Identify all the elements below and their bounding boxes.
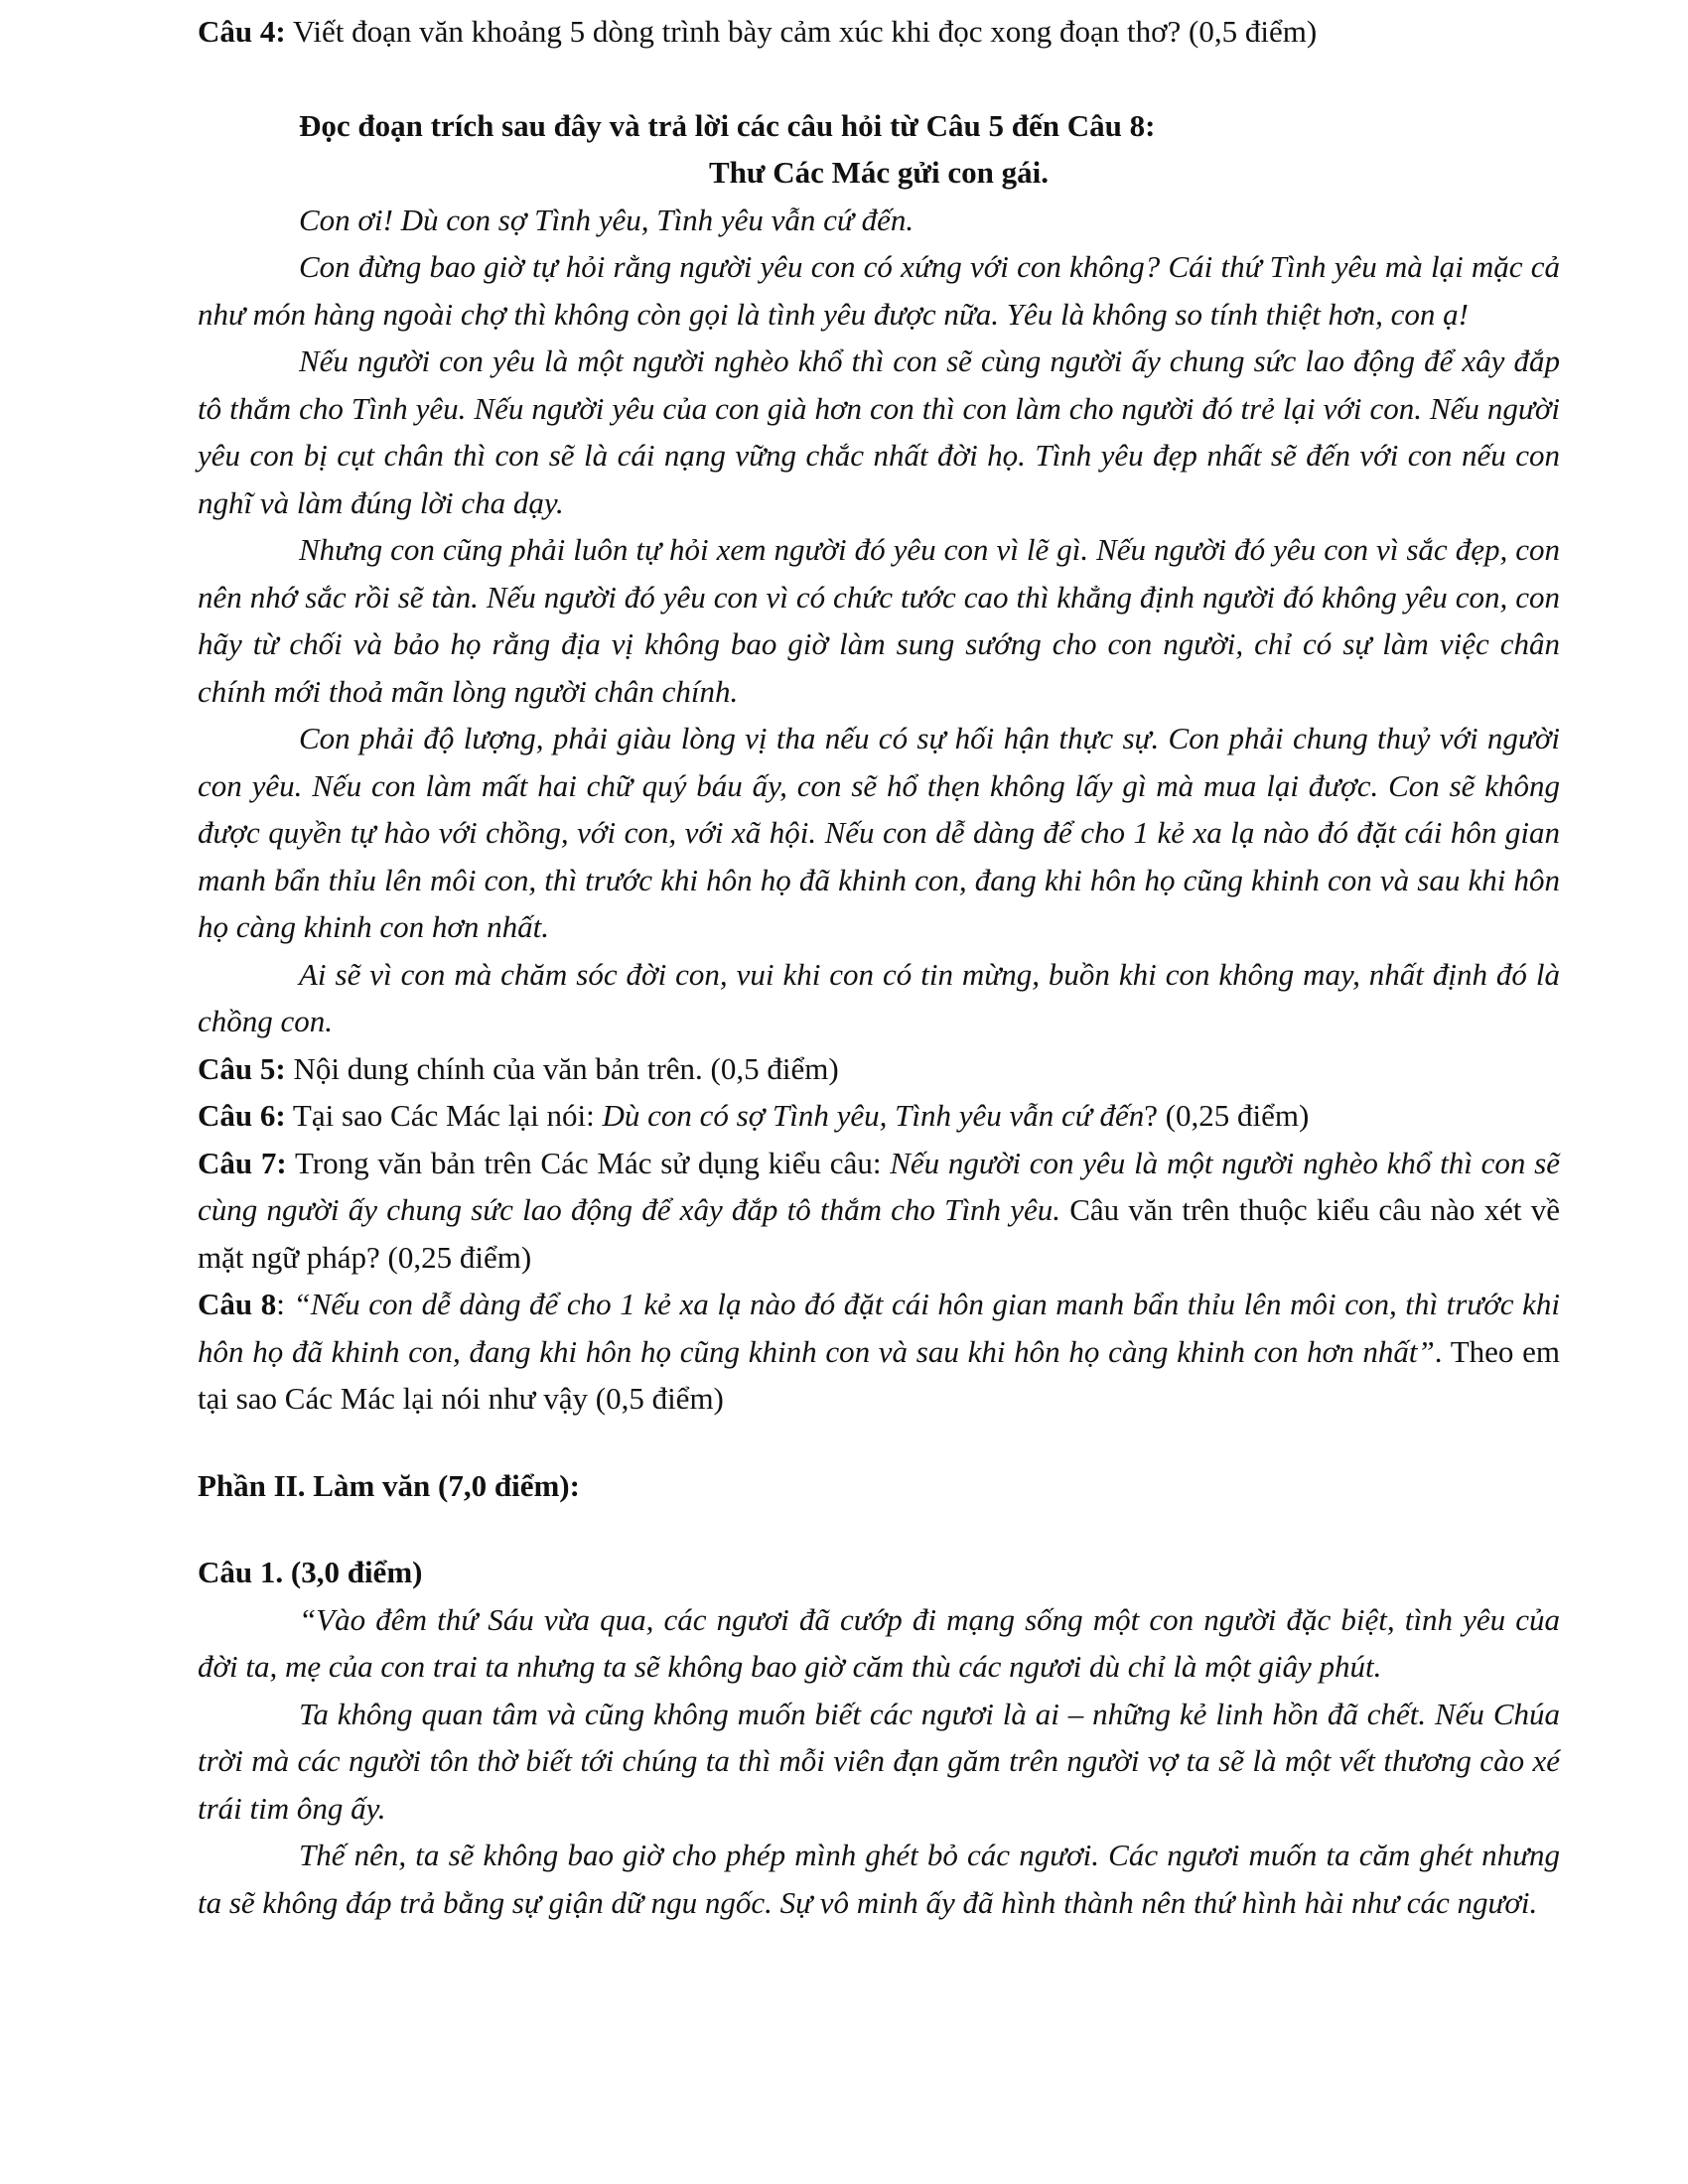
question-label: Câu 7: — [198, 1145, 287, 1180]
question-quote: “Nếu con dễ dàng để cho 1 kẻ xa lạ nào đó đặt cái hôn gian manh bẩn thỉu lên môi con, thì trước khi hôn họ đã khinh con, đang khi hôn họ cũng khinh con và sau khi hôn họ càng khinh con hơn nhất” — [198, 1287, 1560, 1369]
page-content — [198, 8, 1560, 1926]
essay-prompt-paragraph: Ta không quan tâm và cũng không muốn biết các ngươi là ai – những kẻ linh hồn đã chết. Nếu Chúa trời mà các người tôn thờ biết tới chúng ta thì mỗi viên đạn găm trên người vợ ta sẽ là một vết thương cào xé trái tim ông ấy. — [198, 1696, 1560, 1826]
question-8 — [198, 1281, 1560, 1423]
question-text: Nội dung chính của văn bản trên. (0,5 điểm) — [285, 1050, 839, 1086]
passage-paragraph: Con phải độ lượng, phải giàu lòng vị tha nếu có sự hối hận thực sự. Con phải chung thuỷ với người con yêu. Nếu con làm mất hai chữ quý báu ấy, con sẽ hổ thẹn không lấy gì mà mua lại được. Con sẽ không được quyền tự hào với chồng, với con, với xã hội. Nếu con dễ dàng để cho 1 kẻ xa lạ nào đó đặt cái hôn gian manh bẩn thỉu lên môi con, thì trước khi hôn họ đã khinh con, đang khi hôn họ cũng khinh con và sau khi hôn họ càng khinh con hơn nhất. — [198, 721, 1560, 944]
question-text: Viết đoạn văn khoảng 5 dòng trình bày cảm xúc khi đọc xong đoạn thơ? (0,5 điểm) — [285, 14, 1318, 49]
part-2-heading: Phần II. Làm văn (7,0 điểm): — [198, 1467, 580, 1503]
question-label: Câu 6: — [198, 1098, 286, 1133]
passage-paragraph: Con đừng bao giờ tự hỏi rằng người yêu con có xứng với con không? Cái thứ Tình yêu mà lại mặc cả như món hàng ngoài chợ thì không còn gọi là tình yêu được nữa. Yêu là không so tính thiệt hơn, con ạ! — [198, 249, 1560, 332]
part-2-question-1-heading: Câu 1. (3,0 điểm) — [198, 1555, 423, 1589]
passage-paragraph: Nhưng con cũng phải luôn tự hỏi xem người đó yêu con vì lẽ gì. Nếu người đó yêu con vì sắc đẹp, con nên nhớ sắc rồi sẽ tàn. Nếu người đó yêu con vì có chức tước cao thì khẳng định người đó không yêu con, con hãy từ chối và bảo họ rằng địa vị không bao giờ làm sung sướng cho con người, chỉ có sự làm việc chân chính mới thoả mãn lòng người chân chính. — [198, 532, 1560, 709]
spacer — [198, 1423, 1560, 1462]
question-4 — [198, 8, 1560, 56]
reading-instruction: Đọc đoạn trích sau đây và trả lời các câu hỏi từ Câu 5 đến Câu 8: — [299, 107, 1156, 143]
essay-prompt-paragraph: “Vào đêm thứ Sáu vừa qua, các ngươi đã cướp đi mạng sống một con người đặc biệt, tình yêu của đời ta, mẹ của con trai ta nhưng ta sẽ không bao giờ căm thù các ngươi dù chỉ là một giây phút. — [198, 1601, 1560, 1684]
passage-paragraph: Con ơi! Dù con sợ Tình yêu, Tình yêu vẫn cứ đến. — [299, 202, 914, 237]
passage-paragraph: Ai sẽ vì con mà chăm sóc đời con, vui khi con có tin mừng, buồn khi con không may, nhất định đó là chồng con. — [198, 956, 1560, 1038]
spacer — [198, 1509, 1560, 1549]
question-6 — [198, 1092, 1560, 1140]
question-label: Câu 8 — [198, 1287, 277, 1321]
question-label: Câu 4: — [198, 14, 286, 49]
essay-prompt-paragraph: Thế nên, ta sẽ không bao giờ cho phép mình ghét bỏ các ngươi. Các ngươi muốn ta căm ghét nhưng ta sẽ không đáp trả bằng sự giận dữ ngu ngốc. Sự vô minh ấy đã hình thành nên thứ hình hài như các ngươi. — [198, 1838, 1560, 1920]
question-text: ? (0,25 điểm) — [1144, 1098, 1310, 1133]
question-quote: Nếu người con yêu là một người nghèo khổ thì con sẽ cùng người ấy chung sức lao động để xây đắp tô thắm cho Tình yêu. — [198, 1145, 1560, 1227]
question-text: Trong văn bản trên Các Mác sử dụng kiểu câu: — [286, 1145, 891, 1180]
question-5 — [198, 1045, 1560, 1093]
question-text: Câu văn trên thuộc kiểu câu nào xét về mặt ngữ pháp? (0,25 điểm) — [198, 1192, 1560, 1275]
question-7 — [198, 1140, 1560, 1282]
question-label: Câu 5: — [198, 1050, 286, 1086]
spacer — [198, 56, 1560, 102]
question-quote: Dù con có sợ Tình yêu, Tình yêu vẫn cứ đến — [602, 1098, 1145, 1133]
passage-title: Thư Các Mác gửi con gái. — [708, 155, 1049, 190]
question-text: Tại sao Các Mác lại nói: — [285, 1098, 603, 1133]
passage-paragraph: Nếu người con yêu là một người nghèo khổ thì con sẽ cùng người ấy chung sức lao động để xây đắp tô thắm cho Tình yêu. Nếu người yêu của con già hơn con thì con làm cho người đó trẻ lại với con. Nếu người yêu con bị cụt chân thì con sẽ là cái nạng vững chắc nhất đời họ. Tình yêu đẹp nhất sẽ đến với con nếu con nghĩ và làm đúng lời cha dạy. — [198, 343, 1560, 520]
question-text: . Theo em tại sao Các Mác lại nói như vậy (0,5 điểm) — [198, 1333, 1560, 1416]
question-colon: : — [276, 1287, 294, 1321]
